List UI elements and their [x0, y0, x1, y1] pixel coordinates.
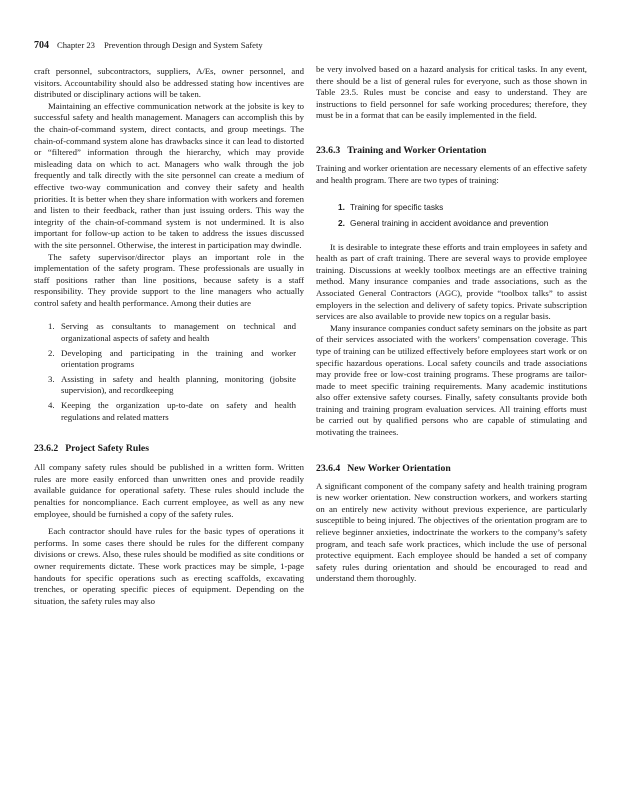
training-types-list	[316, 201, 587, 229]
list-item: 1. Training for specific tasks	[338, 202, 444, 213]
paragraph: Training and worker orientation are necessary elements of an effective safety and health program. There are two types of training:	[316, 162, 587, 185]
section-heading-training-orientation: 23.6.3 Training and Worker Orientation	[316, 144, 487, 156]
section-heading-new-worker-orientation: 23.6.4 New Worker Orientation	[316, 462, 451, 474]
paragraph: Many insurance companies conduct safety seminars on the jobsite as part of their services associated with the workers’ compensation coverage. This type of training can be utilized effectively before employees start work or on specific hazardous operations. Local safety councils and trade associations may provide free or low-cost training programs. These programs are tailor-made to meet specific training requirements. Many academic institutions also offer extensive safety courses. Finally, safety consultants provide both training and training program evaluation services. All training efforts must be carried out by qualified persons who are capable of stimulating and motivating the trainees.	[316, 322, 587, 438]
chapter-label: Chapter 23	[57, 40, 95, 50]
chapter-title: Prevention through Design and System Safety	[103, 40, 263, 50]
paragraph: be very involved based on a hazard analysis for critical tasks. In any event, there should be a list of general rules for everyone, such as those shown in Table 23.5. Rules must be concise and easy to understand. They are instructions to field personnel for safe working procedures; therefore, they must be in a format that can be easily implemented in the field.	[316, 64, 587, 121]
paragraph: craft personnel, subcontractors, suppliers, A/Es, owner personnel, and visitors. Accountability should also be addressed stating how incentives are distributed or disciplinary actions will be taken.	[34, 66, 304, 100]
paragraph: The safety supervisor/director plays an important role in the implementation of the safety program. These professionals are usually in staff positions rather than line positions, because safety is a staff responsibility. They provide support to the line managers who actually control safety and health performance. Among their duties are	[34, 251, 304, 308]
section-heading-project-safety-rules: 23.6.2 Project Safety Rules	[34, 443, 149, 455]
paragraph: Maintaining an effective communication network at the jobsite is key to successful safety and health management. Managers can accomplish this by the chain-of-command system, direct contacts, and group meetings. The chain-of-command system alone has drawbacks since it can lead to distorted or “filtered” information through the hierarchy, which may provide misleading data on which to act. Managers who walk through the job frequently and talk directly with the site personnel can create a medium of effective two-way communication and convey their safety and health priorities. It is better when they share information with workers and foremen and listen to their feedback, rather than just issuing orders. This way the integrity of the chain-of-command system is not undermined. It is also important for follow-up action to be taken to address the issues discussed with the site personnel. Otherwise, the interest in participation may dwindle.	[34, 100, 304, 250]
list-item: 3. Assisting in safety and health planning, monitoring (jobsite supervision), and recordkeeping	[48, 373, 296, 396]
paragraph: Each contractor should have rules for the basic types of operations it performs. In some cases there should be rules for the different company divisions or crews. Also, these rules should be modified as site conditions or owner requirements dictate. These work practices may be simple, 1-page handouts for specific operations such as erecting scaffolds, excavating trenches, or operating specific pieces of equipment. Depending on the situation, the safety rules may also	[34, 526, 304, 606]
left-column	[34, 66, 304, 607]
running-header	[34, 39, 594, 52]
page-number: 704	[34, 40, 49, 51]
list-item: 1. Serving as consultants to management on technical and organizational aspects of safety and health	[48, 321, 296, 344]
list-item: 2. Developing and participating in the training and worker orientation programs	[48, 347, 296, 370]
list-item: 4. Keeping the organization up-to-date on safety and health regulations and related matters	[48, 400, 296, 422]
duties-list	[34, 321, 304, 423]
right-column	[316, 64, 587, 585]
paragraph: A significant component of the company safety and health training program is new worker orientation. New construction workers, and workers starting on an entirely new activity without previous experience, are particularly susceptible to being injured. The objectives of the orientation program are to relieve beginner anxieties, indoctrinate the workers to the company’s safety program, and teach safe work practices, which include the use of personal protective equipment. Each employee should be handed a set of company safety rules during orientation and should be encouraged to read and understand them thoroughly.	[316, 480, 587, 584]
paragraph: All company safety rules should be published in a written form. Written rules are more easily enforced than unwritten ones and provide readily available guidance for operational safety. These rules should include the penalties for noncompliance. Each current employee, as well as any new employee, should be furnished a copy of the safety rules.	[34, 462, 304, 519]
list-item: 2. General training in accident avoidance and prevention	[338, 218, 549, 229]
paragraph: It is desirable to integrate these efforts and train employees in safety and health as part of craft training. There are several ways to provide employee training. Discussions at weekly toolbox meetings are an effective training method. Many insurance companies and trade associations, such as the Associated General Contractors (AGC), provide “toolbox talks” to assist employers in the selection and delivery of safety topics. Private subscription services are also available to provide new topics on a regular basis.	[316, 241, 587, 322]
